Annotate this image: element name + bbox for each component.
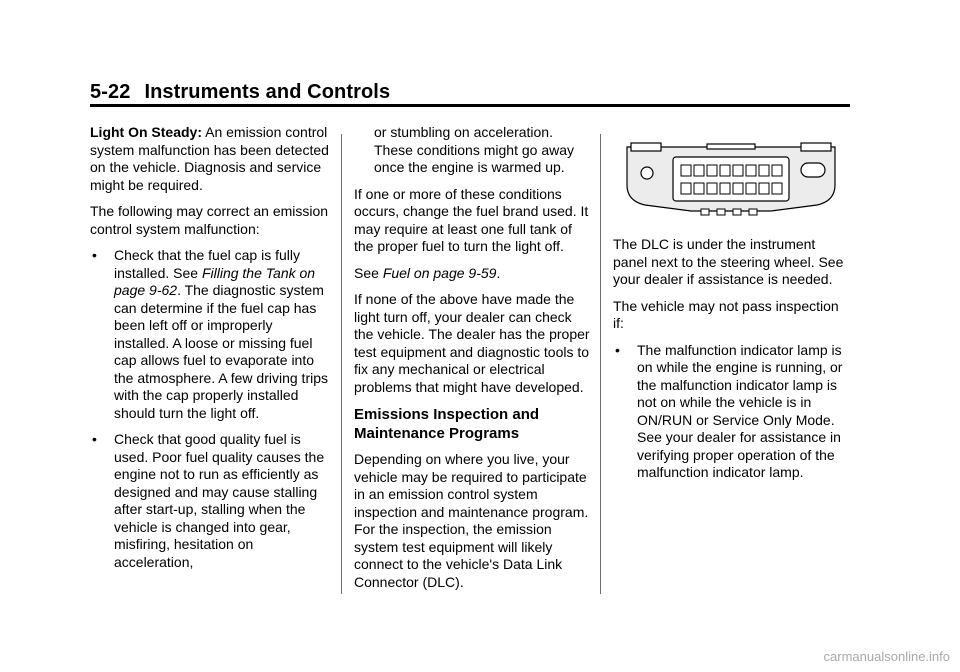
header-text xyxy=(90,80,850,104)
dlc-connector-icon xyxy=(621,141,841,219)
paragraph-correction-intro: The following may correct an emission control system malfunction: xyxy=(90,203,329,237)
section-heading: Emissions Inspection and Maintenance Programs xyxy=(354,406,540,442)
column-1 xyxy=(90,124,330,580)
page-reference-link[interactable]: Filling the Tank on page 9-62 xyxy=(114,264,316,298)
light-on-steady-label: Light On Steady: xyxy=(90,124,202,140)
period-text: . xyxy=(496,264,501,281)
column-3 xyxy=(613,236,853,491)
bullet-text: The malfunction indicator lamp is on while the engine is running, or the malfunction indicator lamp is not on while the vehicle is in ON/RUN or Service Only Mode. See your dealer for assistance in verifying proper operation of the malfunction indicator lamp. xyxy=(637,341,843,480)
bullet-text: . The diagnostic system can determine if the fuel cap has been left off or improperly installed. A loose or missing fuel cap allows fuel to evaporate into the atmosphere. A few driving trips with the cap properly installed should turn the light off. xyxy=(114,282,328,421)
bullet-icon: • xyxy=(615,341,620,358)
bullet-fuel-cap xyxy=(90,247,330,422)
bullet-icon: • xyxy=(92,431,97,447)
light-on-steady-text: An emission control system malfunction has been detected on the vehicle. Diagnosis and service might be required. xyxy=(90,124,329,193)
paragraph-dealer-check: If none of the above have made the light turn off, your dealer can check the vehicle. The dealer has the proper test equipment and diagnostic tools to fix any mechanical or electrical problems that might have developed. xyxy=(354,291,590,395)
bullet-fuel-quality xyxy=(90,431,330,571)
paragraph-light-on-steady xyxy=(90,124,330,194)
bullet-text: Check that the fuel cap is fully installed. See xyxy=(114,247,300,281)
paragraph-dlc-location: The DLC is under the instrument panel next to the steering wheel. See your dealer if assistance is needed. xyxy=(613,236,844,287)
paragraph-change-fuel: If one or more of these conditions occurs, change the fuel brand used. It may require at least one full tank of the proper fuel to turn the light off. xyxy=(354,185,589,254)
page-header xyxy=(90,80,850,104)
paragraph-inspection-programs: Depending on where you live, your vehicle may be required to participate in an emission control system inspection and maintenance program. For the inspection, the emission system test equipment will likely connect to the vehicle's Data Link Connector (DLC). xyxy=(354,451,589,590)
bullet-text: Check that good quality fuel is used. Poor fuel quality causes the engine not to run as efficiently as designed and may cause stalling after start-up, stalling when the vehicle is changed into gear, misfiring, hesitation on acceleration, xyxy=(114,431,325,570)
bullet-icon: • xyxy=(92,247,97,263)
bullet-malfunction-lamp xyxy=(613,342,853,482)
paragraph-see-fuel xyxy=(354,265,592,283)
column-divider-1 xyxy=(341,134,342,594)
watermark-brand: carmanualsonline.info xyxy=(823,649,950,664)
section-title: Instruments and Controls xyxy=(144,81,391,103)
header-rule xyxy=(90,104,850,107)
column-divider-2 xyxy=(600,134,601,594)
see-text: See xyxy=(354,264,383,281)
bullet-continuation: or stumbling on acceleration. These conditions might go away once the engine is warmed up. xyxy=(374,124,574,175)
page-reference-link[interactable]: Fuel on page 9-59 xyxy=(382,264,497,281)
column-2 xyxy=(354,124,592,600)
page-number: 5-22 xyxy=(90,81,131,103)
paragraph-inspection-fail-intro: The vehicle may not pass inspection if: xyxy=(613,297,839,331)
